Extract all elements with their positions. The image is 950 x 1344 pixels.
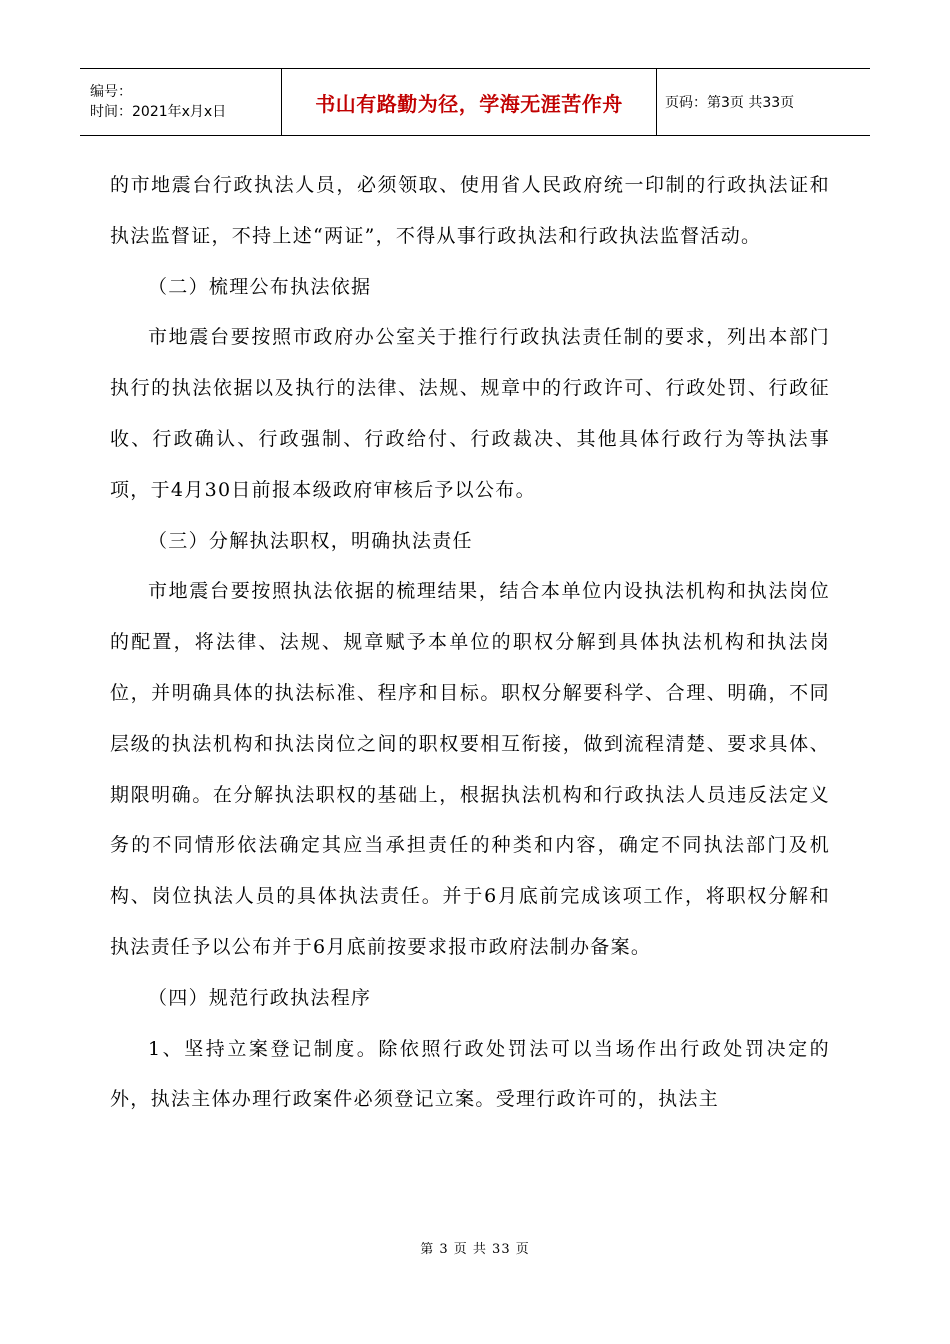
header-page-info: 页码：第3页 共33页 bbox=[665, 95, 795, 111]
paragraph: 1、坚持立案登记制度。除依照行政处罚法可以当场作出行政处罚决定的外，执法主体办理行政案件必须登记立案。受理行政许可的，执法主 bbox=[110, 1037, 830, 1111]
paragraph: 市地震台要按照市政府办公室关于推行行政执法责任制的要求，列出本部门执行的执法依据以及执行的法律、法规、规章中的行政许可、行政处罚、行政征收、行政确认、行政强制、行政给付、行政裁决、其他具体行政行为等执法事项，于4月30日前报本级政府审核后予以公布。 bbox=[110, 326, 830, 501]
header-page-info-cell bbox=[657, 69, 870, 135]
page-footer: 第 3 页 共 33 页 bbox=[420, 1242, 530, 1257]
document-number-label: 编号： bbox=[90, 84, 132, 100]
section-heading: （四）规范行政执法程序 bbox=[148, 986, 372, 1009]
header-motto-cell bbox=[282, 69, 657, 135]
header-meta bbox=[80, 69, 282, 135]
section-heading: （三）分解执法职权，明确执法责任 bbox=[148, 529, 473, 552]
paragraph: 的市地震台行政执法人员，必须领取、使用省人民政府统一印制的行政执法证和执法监督证，不持上述“两证”，不得从事行政执法和行政执法监督活动。 bbox=[110, 174, 830, 247]
paragraph: 市地震台要按照执法依据的梳理结果，结合本单位内设执法机构和执法岗位的配置，将法律、法规、规章赋予本单位的职权分解到具体执法机构和执法岗位，并明确具体的执法标准、程序和目标。职权分解要科学、合理、明确，不同层级的执法机构和执法岗位之间的职权要相互衔接，做到流程清楚、要求具体、期限明确。在分解执法职权的基础上，根据执法机构和行政执法人员违反法定义务的不同情形依法确定其应当承担责任的种类和内容，确定不同执法部门及机构、岗位执法人员的具体执法责任。并于6月底前完成该项工作，将职权分解和执法责任予以公布并于6月底前按要求报市政府法制办备案。 bbox=[110, 580, 830, 958]
section-heading: （二）梳理公布执法依据 bbox=[148, 275, 372, 298]
header-motto: 书山有路勤为径，学海无涯苦作舟 bbox=[315, 91, 623, 116]
document-body bbox=[110, 160, 830, 1125]
document-header bbox=[80, 68, 870, 136]
document-date: 时间：2021年x月x日 bbox=[90, 104, 227, 120]
